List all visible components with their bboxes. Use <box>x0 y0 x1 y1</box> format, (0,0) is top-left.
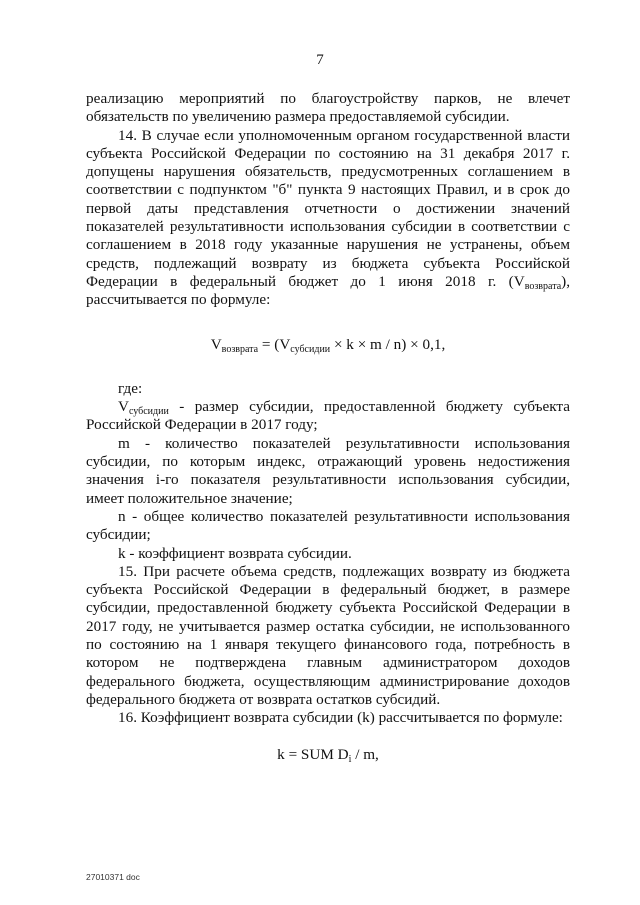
footer-filename: 27010371 doc <box>86 872 140 882</box>
formula-coefficient: k = SUM $D_i$ / m, <box>277 745 379 765</box>
definition-m: m - количество показателей результативности использования субсидии, по которым индекс, отражающий уровень недостижения значения i-го показателя результативности использования субсидии, имеет положительное значение; <box>86 434 570 507</box>
paragraph-14: 14. В случае если уполномоченным органом государственной власти субъекта Российской Федерации по состоянию на 31 декабря 2017 г. допущены нарушения обязательств, предусмотренных соглашением в соответствии с подпунктом "б" пункта 9 настоящих Правил, и в срок до первой даты представления отчетности о достижении значений показателей результативности использования субсидии в соответствии с соглашением в 2018 году указанные нарушения не устранены, объем средств, подлежащий возврату из бюджета субъекта Российской Федерации в федеральный бюджет до 1 июня 2018 г. $(V_{возврата})$, рассчитывается по формуле: <box>86 126 570 309</box>
where-label: где: <box>118 379 143 397</box>
definition-n: n - общее количество показателей результативности использования субсидии; <box>86 507 570 544</box>
paragraph-16: 16. Коэффициент возврата субсидии (k) рассчитывается по формуле: <box>118 709 563 727</box>
formula-return-volume: $V_{возврата} = (V_{субсидии} \times k \times m / n) \times 0,1$, <box>210 335 446 355</box>
document-body <box>86 90 570 764</box>
paragraph-continuation: реализацию мероприятий по благоустройству парков, не влечет обязательств по увеличению размера предоставляемой субсидии. <box>86 90 570 126</box>
definition-k: k - коэффициент возврата субсидии. <box>118 544 352 562</box>
page-number: 7 <box>316 52 324 68</box>
paragraph-15: 15. При расчете объема средств, подлежащих возврату из бюджета субъекта Российской Федерации в федеральный бюджет, в размере субсидии, предоставленной бюджету субъекта Российской Федерации в 2017 году, не учитывается размер остатка субсидии, не использованного по состоянию на 1 января текущего финансового года, потребность в котором не подтверждена главным администратором доходов федерального бюджета, осуществляющим администрирование доходов федерального бюджета от возврата остатков субсидий. <box>86 562 570 708</box>
definition-v-subsidy: $V_{субсидии}$ - размер субсидии, предоставленной бюджету субъекта Российской Федерации в 2017 году; <box>86 398 570 434</box>
